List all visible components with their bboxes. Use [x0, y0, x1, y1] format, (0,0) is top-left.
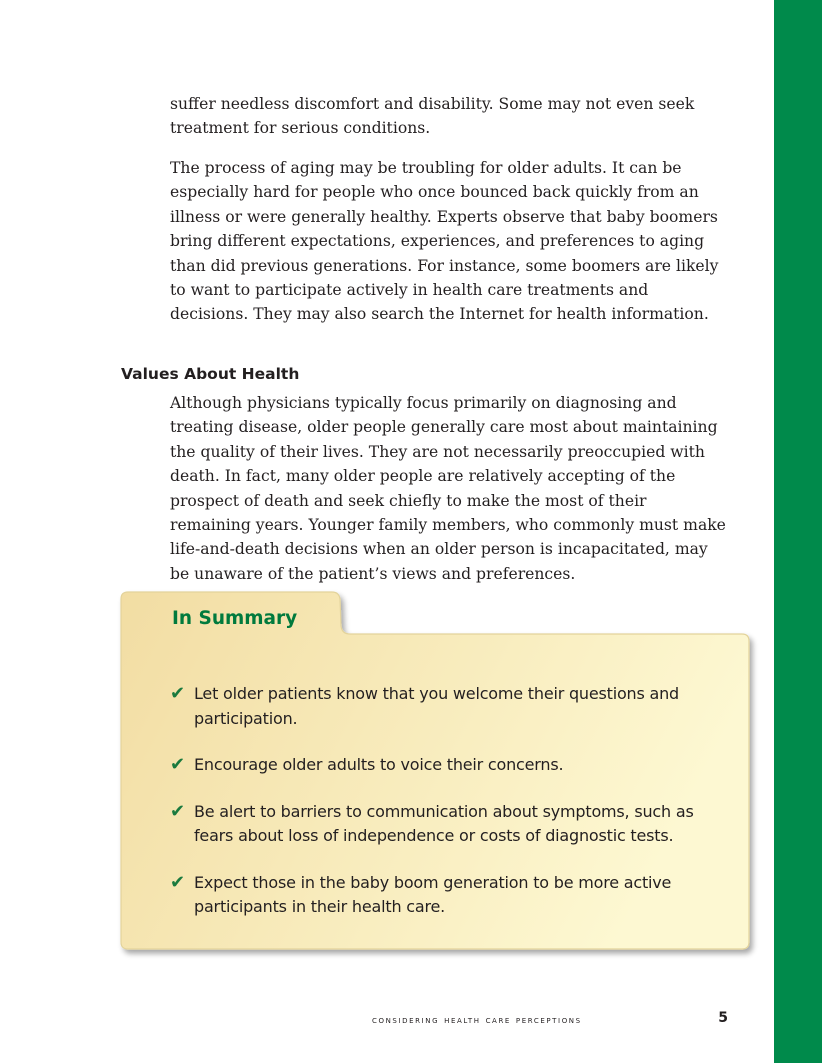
summary-list [170, 682, 730, 942]
summary-item-text: Be alert to barriers to communication about symptoms, such as fears about loss of independence or costs of diagnostic tests. [194, 801, 694, 845]
checkmark-icon: ✔ [170, 871, 185, 893]
summary-item [170, 753, 730, 778]
checkmark-icon: ✔ [170, 800, 185, 822]
page-number: 5 [718, 1010, 728, 1026]
summary-title: In Summary [172, 608, 298, 629]
body-paragraph-values: Although physicians typically focus primarily on diagnosing and treating disease, older people generally care most about maintaining the quality of their lives. They are not necessarily preoccupied with death. In fact, many older people are relatively accepting of the prospect of death and seek chiefly to make the most of their remaining years. Younger family members, who commonly must make life-and-death decisions when an older person is incapacitated, may be unaware of the patient’s views and preferences. [170, 394, 726, 583]
checkmark-icon: ✔ [170, 683, 185, 704]
page-footer [372, 1010, 728, 1030]
summary-box [120, 590, 752, 954]
body-paragraph-aging: The process of aging may be troubling for older adults. It can be especially hard for people who once bounced back quickly from an illness or were generally healthy. Experts observe that baby boomers bring different expectations, experiences, and preferences to aging than did previous generations. For instance, some boomers are likely to want to participate actively in health care treatments and decisions. They may also search the Internet for health information. [170, 159, 719, 324]
summary-item-text: Encourage older adults to voice their concerns. [194, 755, 564, 774]
side-color-bar [774, 0, 822, 1063]
body-paragraph-continuation: suffer needless discomfort and disability. Some may not even seek treatment for serious conditions. [170, 95, 695, 138]
summary-item-text: Let older patients know that you welcome their questions and participation. [194, 684, 680, 728]
summary-item [170, 800, 730, 849]
summary-item-text: Expect those in the baby boom generation to be more active participants in their health care. [194, 872, 672, 916]
summary-item [170, 682, 730, 731]
running-head: considering health care perceptions [372, 1014, 582, 1026]
summary-item [170, 871, 730, 920]
checkmark-icon: ✔ [170, 754, 185, 775]
section-heading: Values About Health [121, 365, 300, 383]
